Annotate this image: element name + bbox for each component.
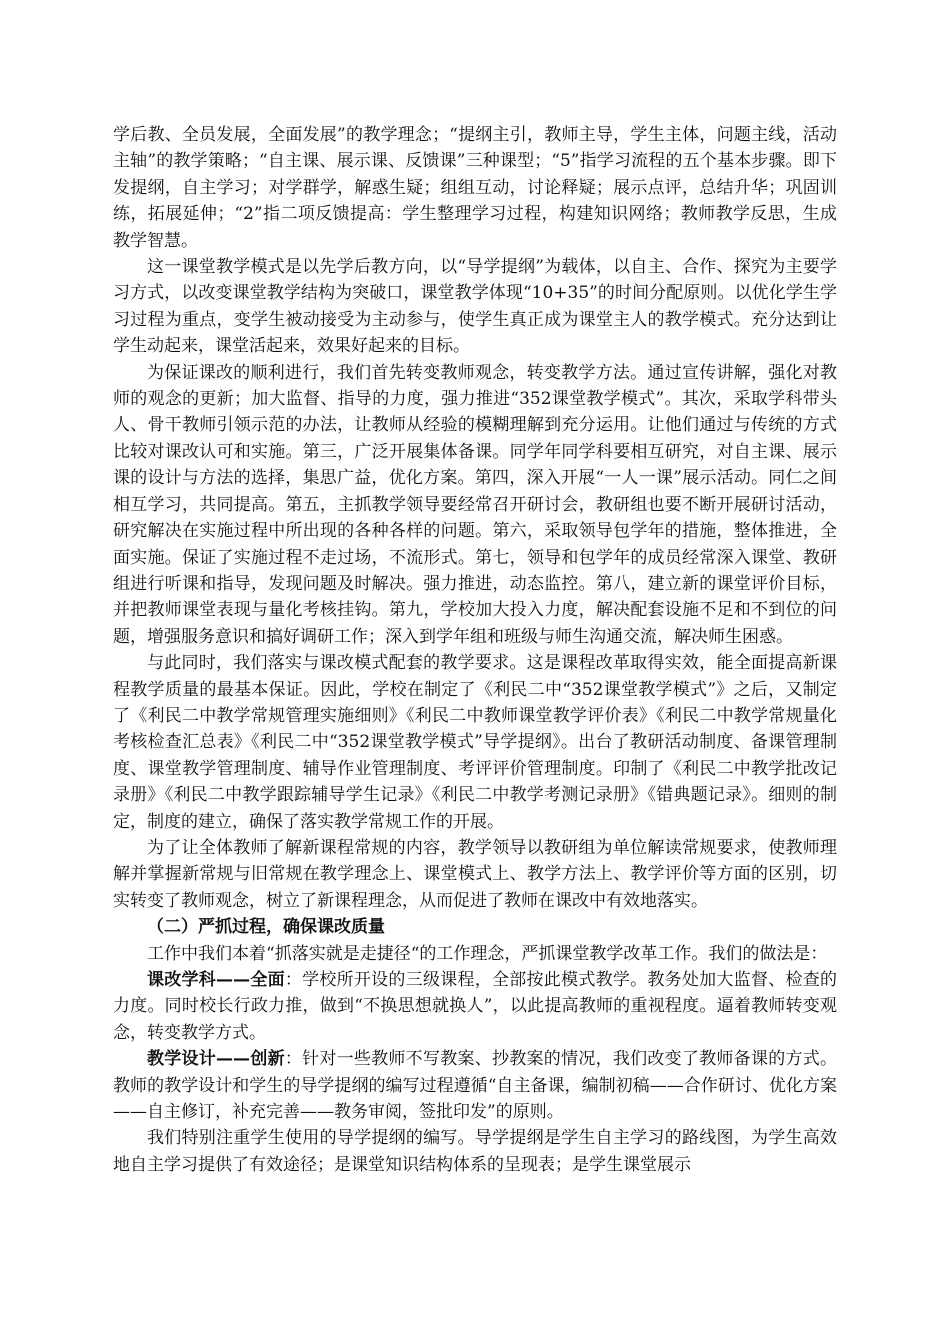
item-text-design: ：针对一些教师不写教案、抄教案的情况，我们改变了教师备课的方式。教师的教学设计和学生的导学提纲的编写过程遵循“自主备课，编制初稿——合作研讨、优化方案——自主修订，补充完善——教务审阅，签批印发”的原则。 [113,1049,838,1123]
section-heading: （二）严抓过程，确保课改质量 [147,917,385,938]
paragraph-teaching-requirements: 与此同时，我们落实与课改模式配套的教学要求。这是课程改革取得实效，能全面提高新课程教学质量的最基本保证。因此，学校在制定了《利民二中“352课堂教学模式”》之后，又制定了《利民二中教学常规管理实施细则》《利民二中教师课堂教学评价表》《利民二中教学常规量化考核检查汇总表》《利民二中“352课堂教学模式”导学提纲》。出台了教研活动制度、备课管理制度、课堂教学管理制度、辅导作业管理制度、考评评价管理制度。印制了《利民二中教学批改记录册》《利民二中教学跟踪辅导学生记录》《利民二中教学考测记录册》《错典题记录》。细则的制定，制度的建立，确保了落实教学常规工作的开展。 [113,653,837,832]
item-text-subjects: ：学校所开设的三级课程，全部按此模式教学。教务处加大监督、检查的力度。同时校长行政力推，做到“不换思想就换人”，以此提高教师的重视程度。逼着教师转变观念，转变教学方式。 [113,970,838,1043]
paragraph-reform-measures: 为保证课改的顺利进行，我们首先转变教师观念，转变教学方法。通过宣传讲解，强化对教师的观念的更新；加大监督、指导的力度，强力推进“352课堂教学模式”。其次，采取学科带头人、骨干教师引领示范的办法，让教师从经验的模糊理解到充分运用。让他们通过与传统的方式比较对课改认可和实施。第三，广泛开展集体备课。同学年同学科要相互研究，对自主课、展示课的设计与方法的选择，集思广益，优化方案。第四，深入开展“一人一课”展示活动。同仁之间相互学习，共同提高。第五，主抓教学领导要经常召开研讨会，教研组也要不断开展研讨活动，研究解决在实施过程中所出现的各种各样的问题。第六，采取领导包学年的措施，整体推进，全面实施。保证了实施过程不走过场，不流形式。第七，领导和包学年的成员经常深入课堂、教研组进行听课和指导，发现问题及时解决。强力推进，动态监控。第八，建立新的课堂评价目标，并把教师课堂表现与量化考核挂钩。第九，学校加大投入力度，解决配套设施不足和不到位的问题，增强服务意识和搞好调研工作；深入到学年组和班级与师生沟通交流，解决师生困惑。 [113,362,837,647]
paragraph-reform-subjects [113,967,837,1046]
item-lead-design: 教学设计——创新 [147,1049,285,1070]
item-lead-subjects: 课改学科——全面 [147,970,285,990]
paragraph-intro: 工作中我们本着“抓落实就是走捷径“的工作理念，严抓课堂教学改革工作。我们的做法是： [147,943,828,964]
paragraph-teaching-concept: 学后教、全员发展，全面发展”的教学理念；“提纲主引，教师主导，学生主体，问题主线，活动主轴”的教学策略；“自主课、展示课、反馈课”三种课型；“5”指学习流程的五个基本步骤。即下发提纲，自主学习；对学群学，解惑生疑；组组互动，讨论释疑；展示点评，总结升华；巩固训练，拓展延伸；“2”指二项反馈提高：学生整理学习过程，构建知识网络；教师教学反思，生成教学智慧。 [113,125,837,251]
paragraph-teaching-mode: 这一课堂教学模式是以先学后教方向，以“导学提纲”为载体，以自主、合作、探究为主要学习方式，以改变课堂教学结构为突破口，课堂教学体现“10+35”的时间分配原则。以优化学生学习过程为重点，变学生被动接受为主动参与，使学生真正成为课堂主人的教学模式。充分达到让学生动起来，课堂活起来，效果好起来的目标。 [113,257,837,357]
document-body [113,122,837,1178]
paragraph-guide-outline: 我们特别注重学生使用的导学提纲的编写。导学提纲是学生自主学习的路线图，为学生高效地自主学习提供了有效途径；是课堂知识结构体系的呈现表；是学生课堂展示 [113,1128,837,1175]
paragraph-teaching-design [113,1046,837,1125]
paragraph-routine-interpretation: 为了让全体教师了解新课程常规的内容，教学领导以教研组为单位解读常规要求，使教师理解并掌握新常规与旧常规在教学理念上、课堂模式上、教学方法上、教学评价等方面的区别，切实转变了教师观念，树立了新课程理念，从而促进了教师在课改中有效地落实。 [113,837,837,911]
